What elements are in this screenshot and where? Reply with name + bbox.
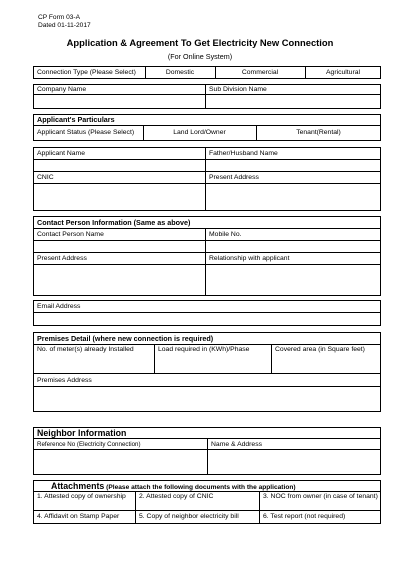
attachment-item-6: 6. Test report (not required) — [263, 513, 346, 520]
premises-address-label: Premises Address — [37, 377, 92, 384]
load-required-label: Load required in (KWh)/Phase — [158, 346, 250, 353]
father-husband-name-field[interactable] — [206, 160, 380, 170]
attachments-note: (Please attach the following documents with the application) — [106, 484, 296, 491]
present-address-field[interactable] — [206, 184, 380, 210]
option-tenant[interactable]: Tenant(Rental) — [296, 129, 341, 136]
present-address-label: Present Address — [209, 174, 259, 181]
covered-area-label: Covered area (in Square feet) — [275, 346, 365, 353]
applicant-name-field[interactable] — [34, 160, 204, 170]
attachment-item-5: 5. Copy of neighbor electricity bill — [139, 513, 239, 520]
form-code: CP Form 03-A — [38, 14, 81, 21]
company-name-field[interactable] — [34, 95, 204, 108]
mobile-no-label: Mobile No. — [209, 231, 242, 238]
reference-no-field[interactable] — [34, 450, 206, 474]
cnic-field[interactable] — [34, 184, 204, 210]
name-address-label: Name & Address — [211, 441, 262, 448]
company-name-label: Company Name — [37, 86, 87, 93]
email-label: Email Address — [37, 303, 81, 310]
page-title: Application & Agreement To Get Electricity New Connection — [66, 37, 334, 48]
option-landlord-owner[interactable]: Land Lord/Owner — [173, 129, 226, 136]
meters-installed-label: No. of meter(s) already Installed — [37, 346, 134, 353]
neighbor-heading: Neighbor Information — [37, 428, 127, 438]
page-subtitle: (For Online System) — [167, 52, 233, 61]
premises-address-field[interactable] — [34, 387, 380, 411]
attachments-heading: Attachments — [51, 481, 105, 491]
father-husband-name-label: Father/Husband Name — [209, 150, 278, 157]
applicant-particulars-heading: Applicant's Particulars — [37, 115, 115, 124]
attachment-item-1: 1. Attested copy of ownership — [37, 493, 126, 500]
reference-no-label: Reference No (Electricity Connection) — [37, 441, 141, 448]
sub-division-field[interactable] — [206, 95, 380, 108]
premises-heading: Premises Detail (where new connection is required) — [37, 334, 214, 343]
contact-present-address-label: Present Address — [37, 255, 87, 262]
neighbor-name-address-field[interactable] — [208, 450, 380, 474]
connection-type-label: Connection Type (Please Select) — [37, 69, 136, 76]
contact-person-heading: Contact Person Information (Same as above) — [37, 218, 191, 227]
relationship-label: Relationship with applicant — [209, 255, 290, 262]
relationship-field[interactable] — [206, 265, 380, 295]
attachment-item-4: 4. Affidavit on Stamp Paper — [37, 513, 120, 520]
attachment-item-3: 3. NOC from owner (in case of tenant) — [263, 493, 378, 500]
contact-person-name-field[interactable] — [34, 241, 204, 251]
attachment-item-2: 2. Attested copy of CNIC — [139, 493, 214, 500]
cnic-label: CNIC — [37, 174, 54, 181]
mobile-no-field[interactable] — [206, 241, 380, 251]
applicant-name-label: Applicant Name — [37, 150, 85, 157]
applicant-status-label: Applicant Status (Please Select) — [37, 129, 135, 136]
form-date: Dated 01-11-2017 — [38, 22, 91, 29]
sub-division-label: Sub Division Name — [209, 86, 267, 93]
option-agricultural[interactable]: Agricultural — [326, 69, 360, 76]
contact-present-address-field[interactable] — [34, 265, 204, 295]
option-commercial[interactable]: Commercial — [241, 69, 279, 76]
option-domestic[interactable]: Domestic — [165, 69, 195, 76]
email-field[interactable] — [34, 313, 380, 325]
contact-person-name-label: Contact Person Name — [37, 231, 104, 238]
